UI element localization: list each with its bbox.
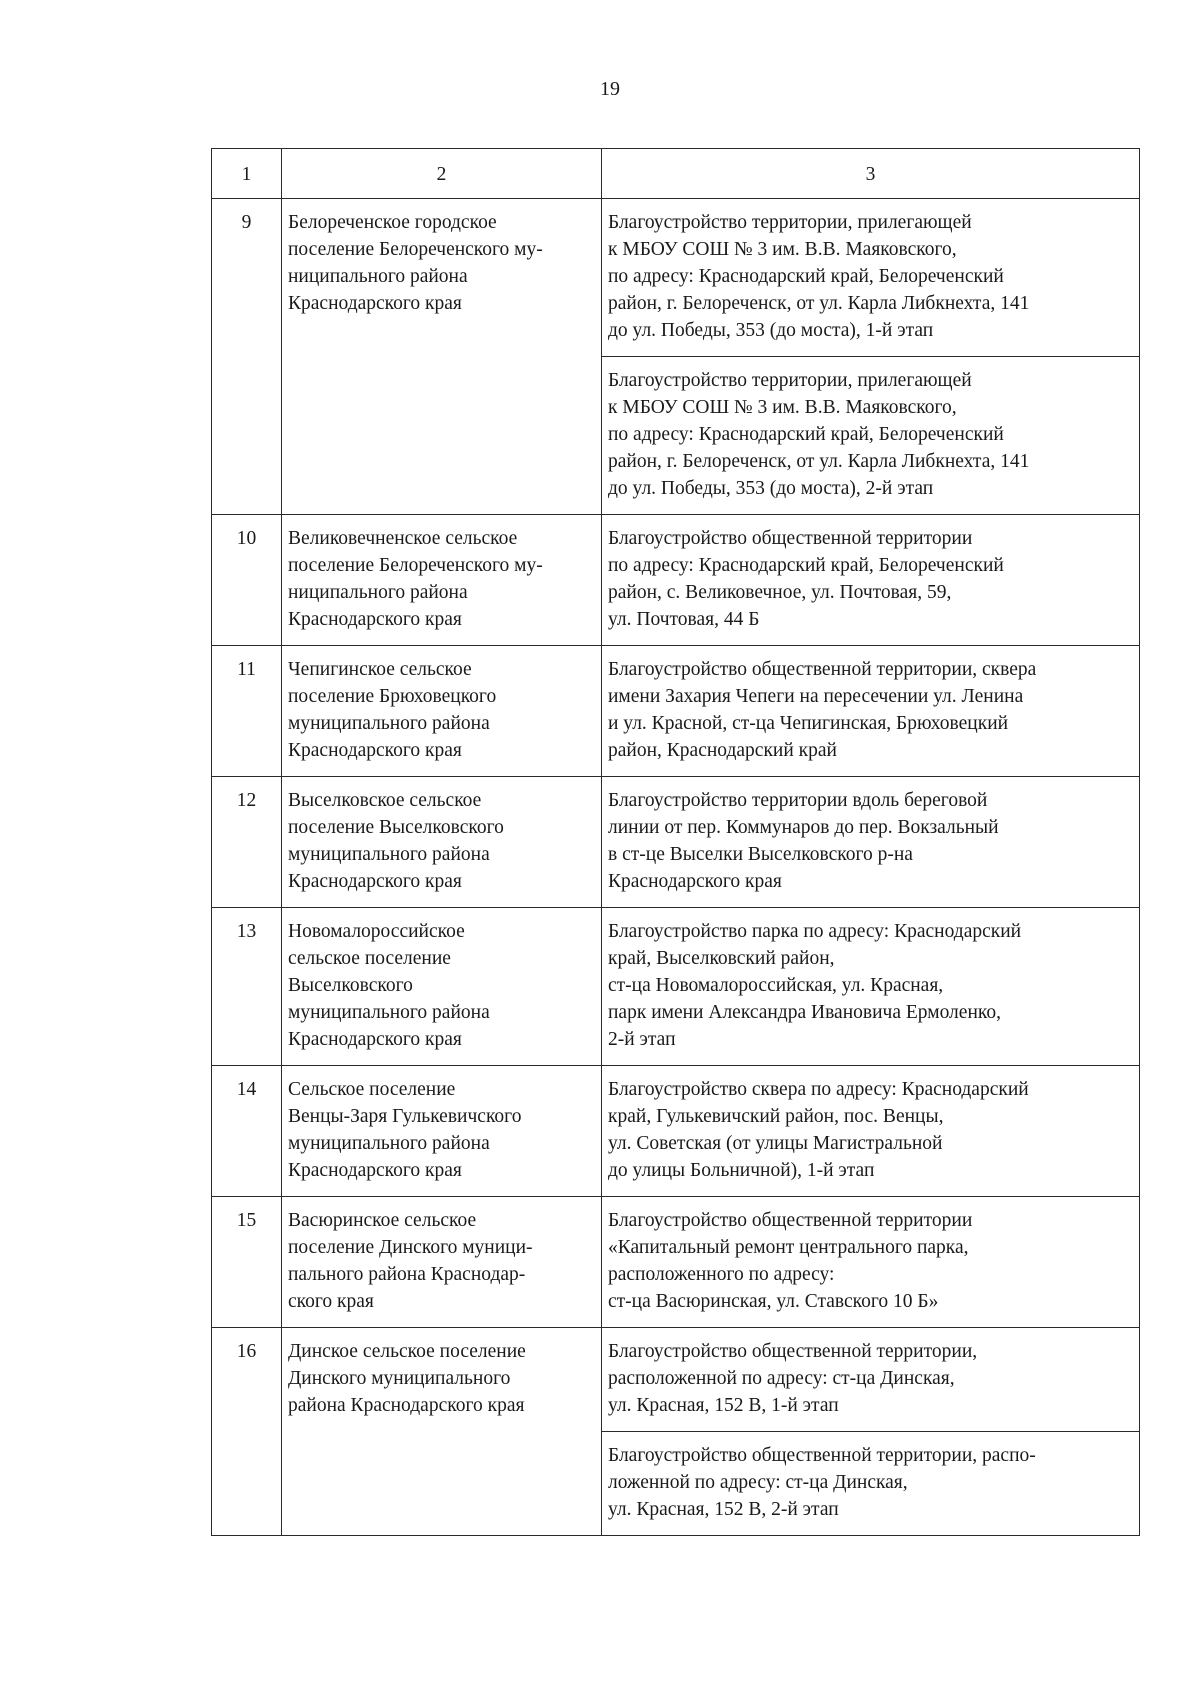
project-description: Благоустройство общественной территории, расположенной по адресу: ст-ца Динская, ул. Красная, 152 В, 1-й этап — [602, 1328, 1140, 1432]
column-header-settlement: 2 — [282, 149, 602, 199]
column-header-number: 1 — [212, 149, 282, 199]
project-description: Благоустройство общественной территории, сквера имени Захария Чепеги на пересечении ул. Ленина и ул. Красной, ст-ца Чепигинская, Брюховецкий район, Краснодарский край — [602, 646, 1140, 777]
row-number: 14 — [212, 1066, 282, 1197]
settlement-name: Чепигинское сельское поселение Брюховецкого муниципального района Краснодарского края — [282, 646, 602, 777]
settlement-name: Выселковское сельское поселение Выселковского муниципального района Краснодарского края — [282, 777, 602, 908]
settlement-name: Васюринское сельское поселение Динского муници- пального района Краснодар- ского края — [282, 1197, 602, 1328]
row-number: 13 — [212, 908, 282, 1066]
row-number: 9 — [212, 199, 282, 515]
settlement-name: Великовечненское сельское поселение Белореченского му- ниципального района Краснодарского края — [282, 515, 602, 646]
settlement-name: Новомалороссийское сельское поселение Выселковского муниципального района Краснодарского края — [282, 908, 602, 1066]
column-header-project: 3 — [602, 149, 1140, 199]
project-description: Благоустройство общественной территории «Капитальный ремонт центрального парка, расположенного по адресу: ст-ца Васюринская, ул. Ставского 10 Б» — [602, 1197, 1140, 1328]
row-number: 11 — [212, 646, 282, 777]
table-row — [212, 1328, 1140, 1432]
project-description: Благоустройство территории, прилегающей к МБОУ СОШ № 3 им. В.В. Маяковского, по адресу: Краснодарский край, Белореченский район, г. Белореченск, от ул. Карла Либкнехта, 141 до ул. Победы, 353 (до моста), 1-й этап — [602, 199, 1140, 357]
project-description: Благоустройство общественной территории, распо- ложенной по адресу: ст-ца Динская, ул. Красная, 152 В, 2-й этап — [602, 1432, 1140, 1536]
table-row — [212, 515, 1140, 646]
row-number: 12 — [212, 777, 282, 908]
table-row — [212, 646, 1140, 777]
page-number: 19 — [600, 78, 620, 100]
row-number: 15 — [212, 1197, 282, 1328]
projects-table — [211, 148, 1140, 1536]
project-description: Благоустройство парка по адресу: Краснодарский край, Выселковский район, ст-ца Новомалороссийская, ул. Красная, парк имени Александра Ивановича Ермоленко, 2-й этап — [602, 908, 1140, 1066]
table-row — [212, 908, 1140, 1066]
settlement-name: Сельское поселение Венцы-Заря Гулькевичского муниципального района Краснодарского края — [282, 1066, 602, 1197]
table-row — [212, 777, 1140, 908]
table-row — [212, 1066, 1140, 1197]
project-description: Благоустройство сквера по адресу: Краснодарский край, Гулькевичский район, пос. Венцы, ул. Советская (от улицы Магистральной до улицы Больничной), 1-й этап — [602, 1066, 1140, 1197]
table-header-row — [212, 149, 1140, 199]
project-description: Благоустройство общественной территории по адресу: Краснодарский край, Белореченский район, с. Великовечное, ул. Почтовая, 59, ул. Почтовая, 44 Б — [602, 515, 1140, 646]
row-number: 10 — [212, 515, 282, 646]
project-description: Благоустройство территории вдоль береговой линии от пер. Коммунаров до пер. Вокзальный в ст-це Выселки Выселковского р-на Краснодарского края — [602, 777, 1140, 908]
row-number: 16 — [212, 1328, 282, 1536]
table-row — [212, 199, 1140, 357]
table-row — [212, 1197, 1140, 1328]
settlement-name: Белореченское городское поселение Белореченского му- ниципального района Краснодарского края — [282, 199, 602, 515]
settlement-name: Динское сельское поселение Динского муниципального района Краснодарского края — [282, 1328, 602, 1536]
project-description: Благоустройство территории, прилегающей к МБОУ СОШ № 3 им. В.В. Маяковского, по адресу: Краснодарский край, Белореченский район, г. Белореченск, от ул. Карла Либкнехта, 141 до ул. Победы, 353 (до моста), 2-й этап — [602, 357, 1140, 515]
